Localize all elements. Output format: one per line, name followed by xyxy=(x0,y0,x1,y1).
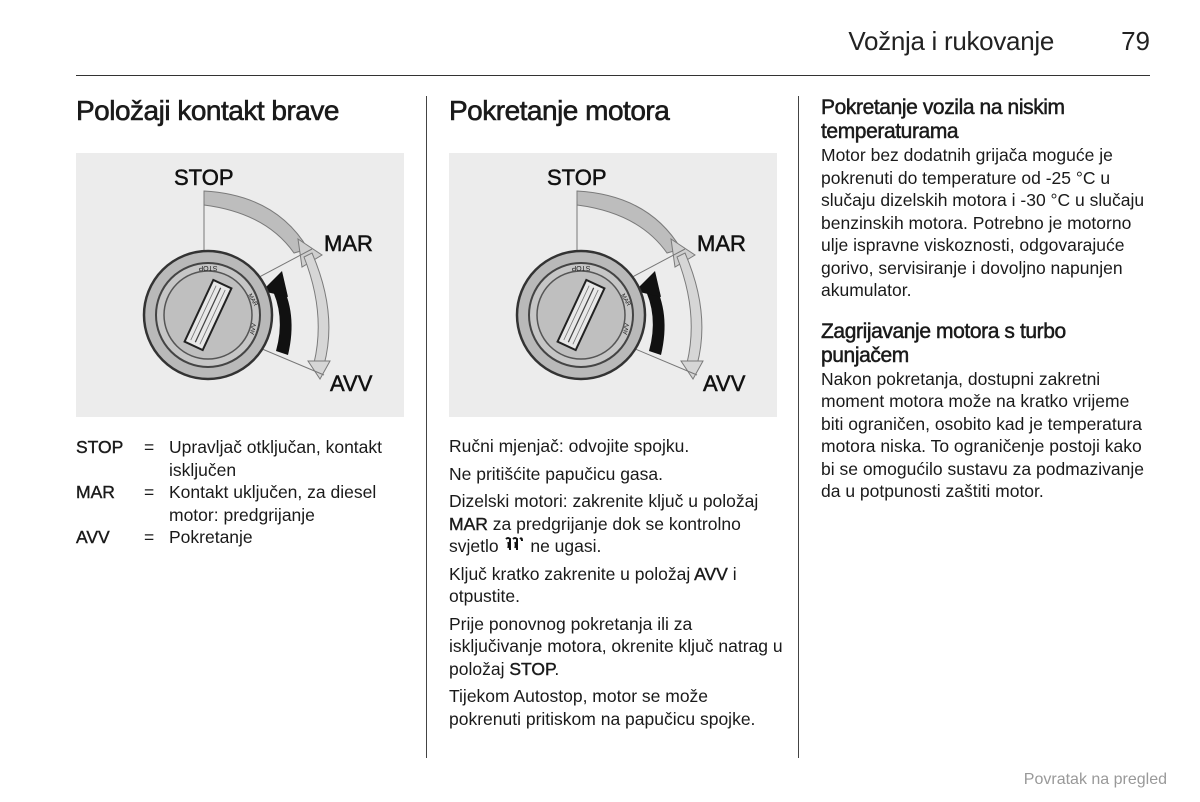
definition-term: MAR xyxy=(76,482,115,502)
ring-label-stop: STOP xyxy=(198,264,218,271)
text-emphasis-stop: STOP xyxy=(509,658,555,679)
ignition-figure-2 xyxy=(449,153,777,417)
ring-label-stop: STOP xyxy=(571,264,591,271)
text-segment: Prije ponovnog pokretanja ili za isključivanje motora, okrenite ključ natrag u položaj xyxy=(449,613,783,679)
section-heading-engine-start: Pokretanje motora xyxy=(449,95,670,126)
column-cold-start xyxy=(821,96,1156,503)
ring-label-mar: MAR xyxy=(246,293,259,308)
paragraph-autostop: Tijekom Autostop, motor se može pokrenuti pritiskom na papučicu spojke. xyxy=(449,686,756,729)
definition-desc: Upravljač otključan, kontakt isključen xyxy=(169,437,383,480)
definition-term: STOP xyxy=(76,437,124,457)
definition-term: AVV xyxy=(76,527,110,547)
back-to-overview-link[interactable]: Povratak na pregled xyxy=(1023,771,1167,788)
section-heading-low-temperatures: Pokretanje vozila na niskim temperaturama xyxy=(821,96,1065,143)
header-rule xyxy=(76,75,1150,76)
figure-label-avv: AVV xyxy=(330,371,373,396)
definition-stop xyxy=(76,436,406,481)
figure-label-stop: STOP xyxy=(547,165,607,190)
section-heading-ignition-positions: Položaji kontakt brave xyxy=(76,95,339,126)
text-segment: . xyxy=(554,658,560,679)
definition-desc: Kontakt uključen, za diesel motor: predgrijanje xyxy=(169,482,377,525)
text-emphasis-mar: MAR xyxy=(449,513,488,534)
text-segment: i otpustite. xyxy=(449,563,737,606)
text-segment: za predgrijanje dok se kontrolno svjetlo xyxy=(449,513,741,556)
figure-label-stop: STOP xyxy=(174,165,234,190)
paragraph-restart-stop xyxy=(449,613,784,681)
ring-label-avv: AVV xyxy=(623,322,631,336)
definition-equals: = xyxy=(144,437,155,457)
text-emphasis-avv: AVV xyxy=(694,563,728,584)
paragraph-low-temperatures: Motor bez dodatnih grijača moguće je pokrenuti do temperature od -25 °C u slučaju dizelskih motora i -30 °C u slučaju benzinskih motora. Potrebno je motorno ulje ispravne viskoznosti, odgovarajuće gorivo, servisiranje i dovoljno napunjen akumulator. xyxy=(821,145,1145,300)
definition-desc: Pokretanje xyxy=(169,527,253,547)
page-header-title: Vožnja i rukovanje xyxy=(848,26,1054,56)
text-segment: Dizelski motori: zakrenite ključ u položaj xyxy=(449,491,759,511)
paragraph-manual-gearbox: Ručni mjenjač: odvojite spojku. xyxy=(449,436,690,456)
column-engine-start xyxy=(449,96,784,735)
definition-avv xyxy=(76,526,406,549)
section-heading-turbo-warmup: Zagrijavanje motora s turbo punjačem xyxy=(821,319,1066,367)
glow-plug-icon xyxy=(503,536,525,554)
column-divider-1 xyxy=(426,96,427,758)
definition-equals: = xyxy=(144,482,155,502)
ignition-figure xyxy=(76,153,404,417)
ring-label-mar: MAR xyxy=(619,293,632,308)
paragraph-turbo-warmup: Nakon pokretanja, dostupni zakretni moment motora može na kratko vrijeme biti ograničen, osobito kad je temperatura motora niska. To ograničenje postoji kako bi se omogućilo sustavu za podmazivanje da u potpunosti zaštiti motor. xyxy=(821,368,1144,501)
paragraph-no-throttle: Ne pritišćite papučicu gasa. xyxy=(449,463,663,484)
text-segment: Ključ kratko zakrenite u položaj xyxy=(449,563,695,584)
engine-start-instructions xyxy=(449,435,784,730)
ring-label-avv: AVV xyxy=(250,322,258,336)
paragraph-turn-to-avv xyxy=(449,563,784,608)
column-ignition-positions xyxy=(76,96,406,549)
column-divider-2 xyxy=(798,96,799,758)
ignition-definitions xyxy=(76,436,406,549)
figure-label-mar: MAR xyxy=(324,231,373,256)
figure-label-avv: AVV xyxy=(703,371,746,396)
paragraph-diesel-preheat xyxy=(449,490,784,558)
ignition-diagram-2 xyxy=(449,153,777,417)
page-number: 79 xyxy=(1121,26,1150,56)
figure-label-mar: MAR xyxy=(697,231,746,256)
text-segment: ne ugasi. xyxy=(525,536,602,556)
ignition-diagram xyxy=(76,153,404,417)
definition-mar xyxy=(76,481,406,526)
definition-equals: = xyxy=(144,527,155,547)
